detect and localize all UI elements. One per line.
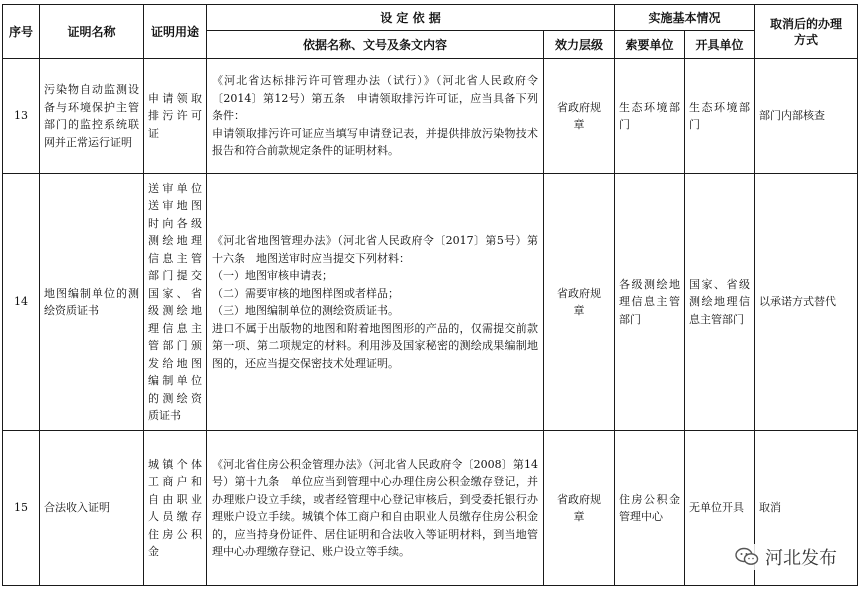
certificate-table bbox=[2, 4, 858, 586]
row-seq: 15 bbox=[3, 431, 40, 586]
row-level: 省政府规章 bbox=[544, 174, 615, 431]
table-row bbox=[3, 431, 858, 586]
row-method: 部门内部核查 bbox=[755, 59, 858, 174]
basis-item: （一）地图审核申请表； bbox=[212, 269, 333, 282]
row-basis bbox=[207, 174, 544, 431]
row-requester: 住房公积金管理中心 bbox=[615, 431, 685, 586]
header-seq: 序号 bbox=[3, 5, 40, 59]
row-basis bbox=[207, 59, 544, 174]
basis-item: （三）地图编制单位的测绘资质证书。 bbox=[212, 304, 399, 317]
basis-item: （二）需要审核的地图样图或者样品； bbox=[212, 286, 399, 300]
row-issuer: 无单位开具 bbox=[685, 431, 755, 586]
row-cert-name: 污染物自动监测设备与环境保护主管部门的监控系统联网并正常运行证明 bbox=[40, 59, 144, 174]
header-requester: 索要单位 bbox=[615, 31, 685, 59]
wechat-icon bbox=[735, 547, 759, 567]
basis-paragraph: 《河北省住房公积金管理办法》（河北省人民政府令〔2008〕第14号）第十九条 单位应当到管理中心办理住房公积金缴存登记，并办理账户设立手续，或者经管理中心登记审核后，到受委托银行办理账户设立手续。城镇个体工商户和自由职业人员缴存住房公积金的，应当持身份证件、居住证明和合法收入等证明材料，到当地管理中心办理缴存登记、账户设立等手续。 bbox=[212, 457, 538, 558]
header-cert-name: 证明名称 bbox=[40, 5, 144, 59]
row-method: 以承诺方式替代 bbox=[755, 174, 858, 431]
row-cert-name: 地图编制单位的测绘资质证书 bbox=[40, 174, 144, 431]
row-cert-use: 送审单位送审地图时向各级测绘地理信息主管部门提交国家、省级测绘地理信息主管部门颁发给地图编制单位的测绘资质证书 bbox=[144, 174, 207, 431]
row-cert-use: 城镇个体工商户和自由职业人员缴存住房公积金 bbox=[144, 431, 207, 586]
watermark-text: 河北发布 bbox=[765, 548, 837, 569]
row-issuer: 国家、省级测绘地理信息主管部门 bbox=[685, 174, 755, 431]
row-requester: 各级测绘地理信息主管部门 bbox=[615, 174, 685, 431]
row-cert-name: 合法收入证明 bbox=[40, 431, 144, 586]
header-after-cancel: 取消后的办理方式 bbox=[755, 5, 858, 59]
row-method: 取消 bbox=[755, 431, 858, 586]
row-seq: 14 bbox=[3, 174, 40, 431]
header-basis-detail: 依据名称、文号及条文内容 bbox=[207, 31, 544, 59]
header-level: 效力层级 bbox=[544, 31, 615, 59]
basis-paragraph: 《河北省地图管理办法》（河北省人民政府令〔2017〕第5号）第十六条 地图送审时应当提交下列材料： bbox=[212, 234, 538, 265]
row-level: 省政府规章 bbox=[544, 431, 615, 586]
header-impl-group: 实施基本情况 bbox=[615, 5, 755, 31]
basis-paragraph: 申请领取排污许可证应当填写申请登记表，并提供排放污染物技术报告和符合前款规定条件的证明材料。 bbox=[212, 126, 538, 158]
header-basis-group: 设 定 依 据 bbox=[207, 5, 615, 31]
row-issuer: 生态环境部门 bbox=[685, 59, 755, 174]
watermark bbox=[731, 544, 841, 570]
table-row bbox=[3, 174, 858, 431]
basis-paragraph: 进口不属于出版物的地图和附着地图图形的产品的，仅需提交前款第一项、第二项规定的材料。利用涉及国家秘密的测绘成果编制地图的，还应当提交保密技术处理证明。 bbox=[212, 321, 538, 370]
table-row bbox=[3, 59, 858, 174]
basis-paragraph: 《河北省达标排污许可管理办法（试行）》（河北省人民政府令〔2014〕第12号）第五条 申请领取排污许可证，应当具备下列条件： bbox=[212, 74, 538, 123]
row-level: 省政府规章 bbox=[544, 59, 615, 174]
row-requester: 生态环境部门 bbox=[615, 59, 685, 174]
row-seq: 13 bbox=[3, 59, 40, 174]
row-basis bbox=[207, 431, 544, 586]
header-issuer: 开具单位 bbox=[685, 31, 755, 59]
header-cert-use: 证明用途 bbox=[144, 5, 207, 59]
row-cert-use: 申请领取排污许可证 bbox=[144, 59, 207, 174]
